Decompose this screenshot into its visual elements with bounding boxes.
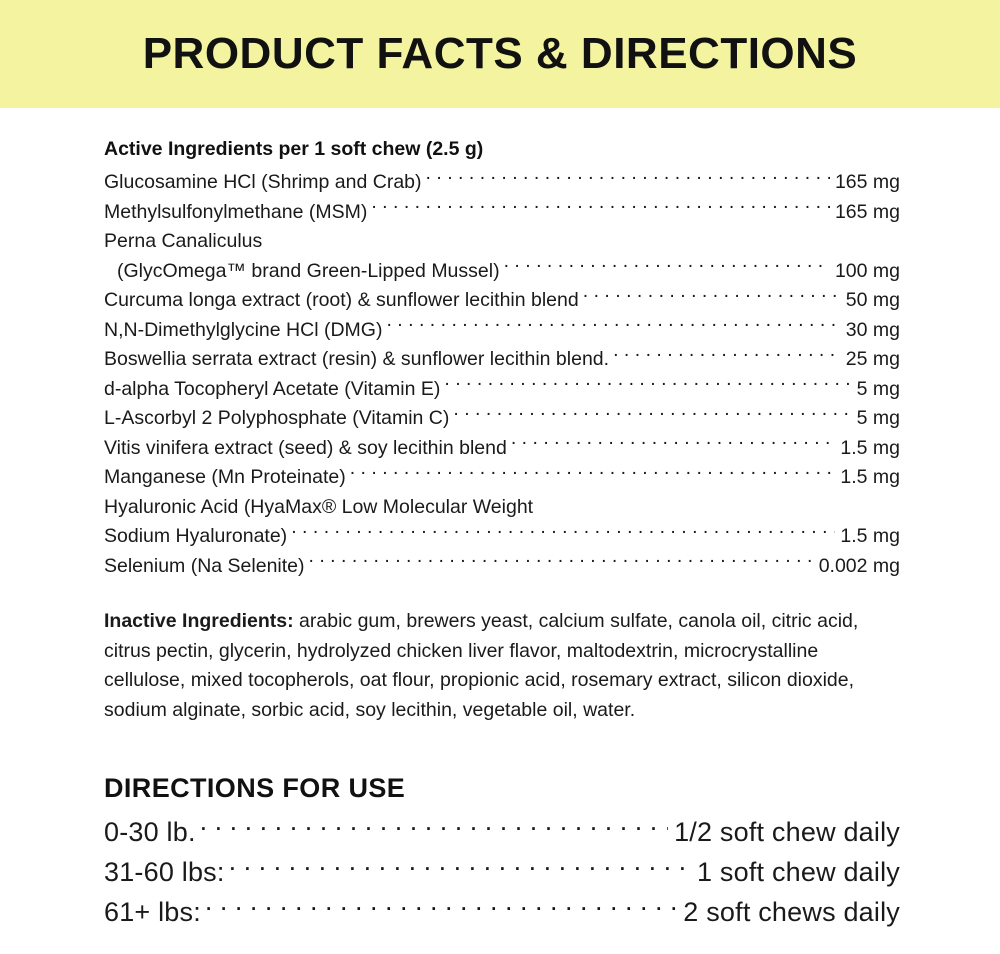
ingredient-amount: 165 mg bbox=[834, 171, 900, 193]
dot-leader bbox=[229, 854, 691, 881]
ingredient-name: Curcuma longa extract (root) & sunflower lecithin blend bbox=[104, 289, 579, 311]
ingredient-row bbox=[104, 345, 900, 375]
inactive-ingredients-text: arabic gum, brewers yeast, calcium sulfate, canola oil, citric acid, citrus pectin, glycerin, hydrolyzed chicken liver flavor, maltodextrin, microcrystalline cellulose, mixed tocopherols, oat flour, propionic acid, rosemary extract, silicon dioxide, sodium alginate, sorbic acid, soy lecithin, vegetable oil, water. bbox=[104, 610, 859, 721]
dot-leader bbox=[309, 552, 814, 572]
ingredient-row bbox=[104, 198, 900, 228]
dot-leader bbox=[504, 257, 830, 277]
ingredient-row bbox=[104, 434, 900, 464]
directions-dose: 2 soft chews daily bbox=[683, 897, 900, 927]
dot-leader bbox=[583, 287, 841, 307]
dot-leader bbox=[205, 894, 677, 921]
ingredient-amount: 5 mg bbox=[856, 377, 900, 400]
inactive-ingredients-paragraph bbox=[104, 607, 894, 725]
inactive-ingredients-label: Inactive Ingredients: bbox=[104, 610, 294, 632]
ingredient-row bbox=[104, 552, 900, 582]
ingredient-row bbox=[104, 522, 900, 552]
header-banner bbox=[0, 0, 1000, 108]
dot-leader bbox=[371, 198, 830, 218]
ingredient-amount: 0.002 mg bbox=[818, 554, 900, 577]
ingredient-row bbox=[104, 286, 900, 316]
directions-heading: DIRECTIONS FOR USE bbox=[104, 773, 406, 803]
directions-weight-label: 61+ lbs: bbox=[104, 897, 201, 927]
dot-leader bbox=[453, 405, 851, 425]
ingredient-amount: 100 mg bbox=[834, 259, 900, 282]
ingredient-row bbox=[104, 168, 900, 198]
content-area bbox=[0, 108, 1000, 932]
ingredient-name: Vitis vinifera extract (seed) & soy lecithin blend bbox=[104, 436, 507, 459]
ingredient-name: Manganese (Mn Proteinate) bbox=[104, 466, 346, 488]
ingredient-name: Hyaluronic Acid (HyaMax® Low Molecular Weight bbox=[104, 495, 534, 518]
directions-row bbox=[104, 812, 900, 852]
directions-weight-label: 31-60 lbs: bbox=[104, 857, 225, 887]
ingredient-name: Selenium (Na Selenite) bbox=[104, 554, 305, 577]
ingredient-name: Boswellia serrata extract (resin) & sunflower lecithin blend. bbox=[104, 348, 610, 370]
ingredient-row bbox=[104, 404, 900, 434]
dot-leader bbox=[613, 346, 841, 366]
ingredient-name: N,N-Dimethylglycine HCl (DMG) bbox=[104, 318, 383, 341]
ingredient-amount: 1.5 mg bbox=[840, 525, 900, 547]
ingredient-amount: 50 mg bbox=[845, 289, 900, 311]
ingredient-amount: 1.5 mg bbox=[840, 466, 900, 488]
directions-dose: 1 soft chew daily bbox=[697, 857, 900, 887]
ingredient-name: Glucosamine HCl (Shrimp and Crab) bbox=[104, 171, 422, 193]
dot-leader bbox=[386, 316, 840, 336]
ingredient-amount: 165 mg bbox=[834, 200, 900, 223]
ingredient-row bbox=[104, 316, 900, 346]
directions-dose: 1/2 soft chew daily bbox=[674, 817, 900, 847]
dot-leader bbox=[200, 814, 668, 841]
ingredient-name: Perna Canaliculus bbox=[104, 230, 263, 252]
ingredient-amount: 5 mg bbox=[856, 407, 900, 429]
dot-leader bbox=[444, 375, 851, 395]
active-ingredients-heading: Active Ingredients per 1 soft chew (2.5 g) bbox=[104, 138, 484, 160]
dot-leader bbox=[350, 464, 836, 484]
ingredient-row bbox=[104, 463, 900, 493]
ingredient-amount: 1.5 mg bbox=[840, 436, 900, 459]
dot-leader bbox=[291, 523, 835, 543]
ingredient-name: Sodium Hyaluronate) bbox=[104, 525, 288, 547]
page-title: PRODUCT FACTS & DIRECTIONS bbox=[142, 29, 858, 78]
directions-weight-label: 0-30 lb. bbox=[104, 817, 196, 847]
directions-row bbox=[104, 852, 900, 892]
ingredient-amount: 30 mg bbox=[845, 318, 900, 341]
active-ingredients-list bbox=[104, 168, 900, 581]
dot-leader bbox=[511, 434, 836, 454]
ingredient-row bbox=[104, 375, 900, 405]
ingredient-name: (GlycOmega™ brand Green-Lipped Mussel) bbox=[117, 259, 500, 282]
ingredient-row bbox=[104, 257, 900, 287]
ingredient-name: Methylsulfonylmethane (MSM) bbox=[104, 200, 368, 223]
directions-section bbox=[104, 773, 900, 932]
dot-leader bbox=[426, 169, 830, 189]
ingredient-name: L-Ascorbyl 2 Polyphosphate (Vitamin C) bbox=[104, 407, 450, 429]
ingredient-amount: 25 mg bbox=[845, 348, 900, 370]
directions-row bbox=[104, 892, 900, 932]
ingredient-name: d-alpha Tocopheryl Acetate (Vitamin E) bbox=[104, 377, 441, 400]
